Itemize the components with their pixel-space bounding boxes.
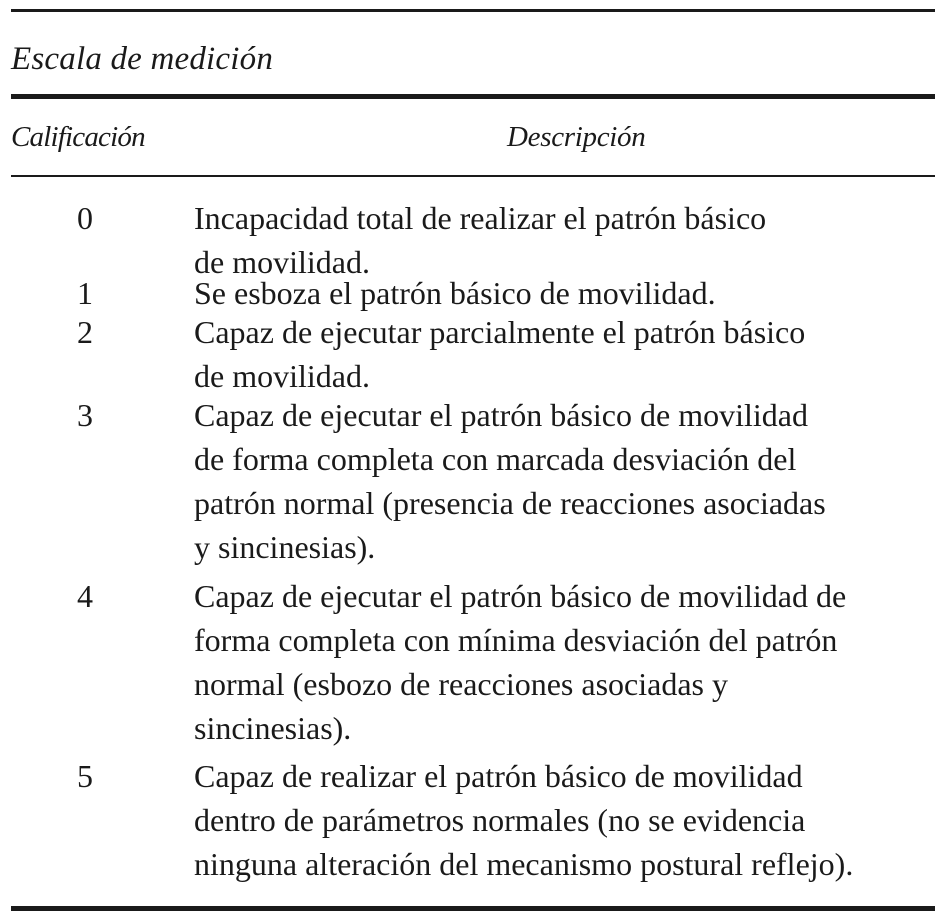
description-line: dentro de parámetros normales (no se evidencia [194,802,806,838]
description-cell [194,393,935,569]
description-cell [194,271,935,315]
description-line: Capaz de ejecutar el patrón básico de movilidad [194,397,808,433]
header-grade: Calificación [11,121,145,153]
description-cell [194,754,935,886]
description-line: de forma completa con marcada desviación del [194,441,797,477]
header-description: Descripción [507,121,646,153]
table-body [11,177,935,905]
description-line: ninguna alteración del mecanismo postural reflejo). [194,846,854,882]
description-line: Capaz de realizar el patrón básico de movilidad [194,758,803,794]
description-line: sincinesias). [194,710,352,746]
description-line: Se esboza el patrón básico de movilidad. [194,275,716,311]
description-line: Capaz de ejecutar el patrón básico de movilidad de [194,578,847,614]
description-line: patrón normal (presencia de reacciones asociadas [194,485,826,521]
scale-table [11,9,935,905]
grade-cell: 5 [77,758,93,794]
table-header [11,99,935,175]
description-line: Incapacidad total de realizar el patrón básico [194,200,767,236]
description-line: forma completa con mínima desviación del patrón [194,622,838,658]
description-line: de movilidad. [194,244,370,280]
grade-cell: 2 [77,314,93,350]
grade-cell: 3 [77,397,93,433]
table-caption: Escala de medición [11,41,274,77]
description-line: de movilidad. [194,358,370,394]
description-line: y sincinesias). [194,529,376,565]
description-line: normal (esbozo de reacciones asociadas y [194,666,728,702]
grade-cell: 4 [77,578,93,614]
description-line: Capaz de ejecutar parcialmente el patrón básico [194,314,806,350]
description-cell [194,310,935,398]
bottom-rule [11,906,935,911]
description-cell [194,574,935,750]
grade-cell: 1 [77,275,93,311]
grade-cell: 0 [77,200,93,236]
